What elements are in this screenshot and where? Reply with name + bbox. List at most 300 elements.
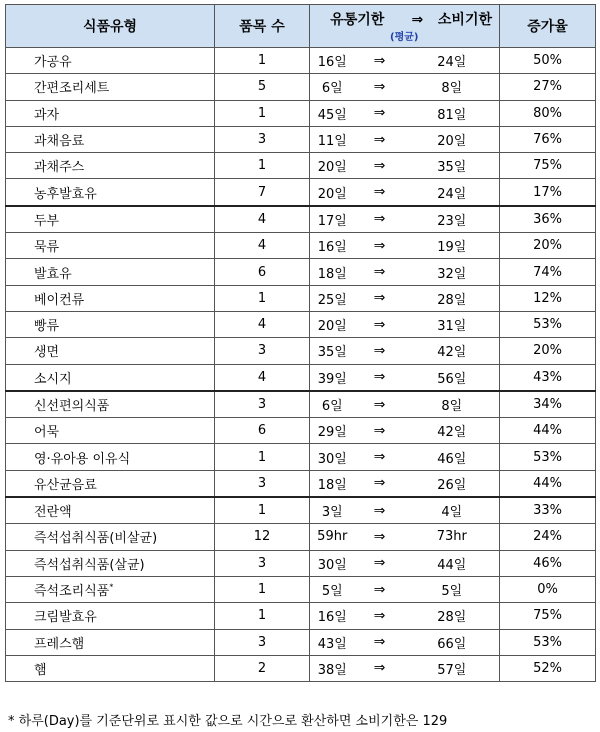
item-count-cell-text: 1 bbox=[257, 158, 267, 174]
increase-rate-cell-text: 34% bbox=[533, 397, 562, 412]
food-type-cell-text: 농후발효유 bbox=[34, 186, 97, 202]
arrow-cell-text: ⇒ bbox=[373, 105, 386, 122]
expiration-cell-text: 20일 bbox=[317, 186, 347, 202]
item-count-cell-text: 4 bbox=[257, 317, 267, 333]
table-row bbox=[6, 206, 596, 233]
increase-rate-cell bbox=[500, 550, 596, 576]
item-count-cell bbox=[215, 364, 310, 391]
increase-rate-cell-text: 17% bbox=[533, 184, 562, 200]
food-type-cell bbox=[6, 74, 215, 100]
increase-rate-cell-text: 74% bbox=[533, 264, 562, 280]
food-type-cell-text: 유산균음료 bbox=[34, 477, 97, 493]
header-use-by-label: 소비기한 bbox=[437, 12, 492, 28]
item-count-cell-text: 1 bbox=[257, 53, 267, 69]
use-by-cell-text: 81일 bbox=[437, 107, 467, 123]
arrow-cell-text: ⇒ bbox=[373, 264, 386, 281]
food-type-cell-text: 빵류 bbox=[34, 319, 60, 335]
expiration-cell-text: 25일 bbox=[317, 292, 347, 308]
food-type-cell bbox=[6, 126, 215, 152]
arrow-cell bbox=[355, 444, 405, 470]
food-type-cell-text: 묵류 bbox=[34, 240, 60, 256]
food-type-cell-text: 크림발효유 bbox=[34, 610, 97, 626]
arrow-cell-text: ⇒ bbox=[373, 157, 386, 174]
arrow-cell bbox=[355, 233, 405, 259]
expiration-cell-text: 35일 bbox=[317, 345, 347, 361]
food-type-cell bbox=[6, 48, 215, 74]
expiration-cell-text: 18일 bbox=[317, 477, 347, 493]
table-row bbox=[6, 74, 596, 100]
food-type-cell bbox=[6, 206, 215, 233]
arrow-cell bbox=[355, 576, 405, 602]
item-count-cell bbox=[215, 444, 310, 470]
table-row bbox=[6, 391, 596, 418]
item-count-cell-text: 3 bbox=[257, 397, 267, 412]
use-by-cell-text: 28일 bbox=[437, 610, 467, 626]
arrow-cell bbox=[355, 364, 405, 391]
food-type-cell-text: 가공유 bbox=[34, 55, 72, 71]
expiration-cell bbox=[310, 179, 355, 206]
use-by-cell bbox=[405, 206, 500, 233]
table-row bbox=[6, 524, 596, 550]
arrow-cell bbox=[355, 153, 405, 179]
arrow-cell bbox=[355, 497, 405, 524]
food-type-cell-text: 프레스햄 bbox=[34, 636, 85, 652]
food-type-cell bbox=[6, 444, 215, 470]
expiration-cell bbox=[310, 100, 355, 126]
arrow-cell bbox=[355, 418, 405, 444]
use-by-cell bbox=[405, 259, 500, 285]
expiration-cell bbox=[310, 48, 355, 74]
use-by-cell-text: 5일 bbox=[441, 584, 463, 600]
increase-rate-cell-text: 44% bbox=[533, 423, 562, 439]
food-type-cell-text: 즉석섭취식품(비살균) bbox=[34, 531, 158, 547]
use-by-cell-text: 26일 bbox=[437, 477, 467, 493]
shelf-life-table bbox=[5, 4, 596, 682]
use-by-cell bbox=[405, 576, 500, 602]
increase-rate-cell bbox=[500, 100, 596, 126]
use-by-cell bbox=[405, 48, 500, 74]
table-row bbox=[6, 603, 596, 629]
table-row bbox=[6, 444, 596, 470]
item-count-cell bbox=[215, 497, 310, 524]
arrow-cell-text: ⇒ bbox=[373, 369, 386, 386]
food-type-cell bbox=[6, 364, 215, 391]
table-row bbox=[6, 550, 596, 576]
item-count-cell bbox=[215, 233, 310, 259]
use-by-cell bbox=[405, 391, 500, 418]
use-by-cell bbox=[405, 338, 500, 364]
expiration-cell-text: 30일 bbox=[317, 557, 347, 573]
header-item-count: 품목 수 bbox=[215, 5, 310, 48]
expiration-cell-text: 11일 bbox=[317, 134, 347, 150]
arrow-cell-text: ⇒ bbox=[373, 211, 386, 228]
use-by-cell bbox=[405, 524, 500, 550]
expiration-cell bbox=[310, 338, 355, 364]
arrow-cell bbox=[355, 179, 405, 206]
expiration-cell-text: 38일 bbox=[317, 662, 347, 678]
arrow-cell bbox=[355, 470, 405, 497]
food-type-cell bbox=[6, 259, 215, 285]
use-by-cell bbox=[405, 153, 500, 179]
food-type-cell bbox=[6, 233, 215, 259]
use-by-cell bbox=[405, 418, 500, 444]
arrow-cell bbox=[355, 391, 405, 418]
use-by-cell bbox=[405, 126, 500, 152]
food-type-cell bbox=[6, 603, 215, 629]
arrow-cell-text: ⇒ bbox=[373, 422, 386, 439]
expiration-cell bbox=[310, 629, 355, 655]
use-by-cell-text: 56일 bbox=[437, 371, 467, 387]
food-type-cell-text: 신선편의식품 bbox=[34, 399, 110, 414]
item-count-cell-text: 2 bbox=[257, 660, 267, 676]
table-row bbox=[6, 100, 596, 126]
item-count-cell-text: 1 bbox=[257, 449, 267, 465]
expiration-cell bbox=[310, 418, 355, 444]
item-count-cell-text: 1 bbox=[257, 105, 267, 121]
food-type-cell-text: 즉석섭취식품(살균) bbox=[34, 557, 145, 573]
use-by-cell bbox=[405, 233, 500, 259]
header-arrow: ⇒ bbox=[411, 12, 424, 28]
arrow-cell bbox=[355, 100, 405, 126]
use-by-cell bbox=[405, 364, 500, 391]
increase-rate-cell-text: 0% bbox=[537, 582, 558, 598]
arrow-cell-text: ⇒ bbox=[373, 555, 386, 572]
food-type-cell bbox=[6, 629, 215, 655]
expiration-cell-text: 30일 bbox=[317, 451, 347, 467]
arrow-cell bbox=[355, 126, 405, 152]
increase-rate-cell bbox=[500, 285, 596, 311]
arrow-cell-text: ⇒ bbox=[373, 528, 386, 545]
increase-rate-cell bbox=[500, 655, 596, 681]
use-by-cell-text: 44일 bbox=[437, 557, 467, 573]
item-count-cell bbox=[215, 206, 310, 233]
food-type-cell-text: 두부 bbox=[34, 213, 60, 229]
expiration-cell bbox=[310, 444, 355, 470]
table-row bbox=[6, 179, 596, 206]
increase-rate-cell bbox=[500, 153, 596, 179]
item-count-cell bbox=[215, 550, 310, 576]
increase-rate-cell-text: 20% bbox=[533, 343, 562, 359]
item-count-cell bbox=[215, 391, 310, 418]
increase-rate-cell-text: 44% bbox=[533, 475, 562, 491]
expiration-cell bbox=[310, 550, 355, 576]
increase-rate-cell bbox=[500, 524, 596, 550]
expiration-cell-text: 39일 bbox=[317, 371, 347, 387]
use-by-cell bbox=[405, 444, 500, 470]
arrow-cell bbox=[355, 629, 405, 655]
increase-rate-cell-text: 52% bbox=[533, 660, 562, 676]
table-row bbox=[6, 259, 596, 285]
item-count-cell bbox=[215, 100, 310, 126]
item-count-cell-text: 5 bbox=[257, 79, 267, 95]
use-by-cell-text: 35일 bbox=[437, 160, 467, 176]
arrow-cell-text: ⇒ bbox=[373, 634, 386, 651]
item-count-cell bbox=[215, 153, 310, 179]
expiration-cell-text: 43일 bbox=[317, 636, 347, 652]
expiration-cell-text: 20일 bbox=[317, 319, 347, 335]
header-increase-rate: 증가율 bbox=[500, 5, 596, 48]
use-by-cell-text: 28일 bbox=[437, 292, 467, 308]
expiration-cell bbox=[310, 391, 355, 418]
use-by-cell bbox=[405, 497, 500, 524]
expiration-cell bbox=[310, 470, 355, 497]
food-type-cell-text: 즉석조리식품 bbox=[34, 584, 110, 600]
increase-rate-cell bbox=[500, 338, 596, 364]
expiration-cell-text: 29일 bbox=[317, 425, 347, 441]
item-count-cell-text: 3 bbox=[257, 634, 267, 650]
arrow-cell-text: ⇒ bbox=[373, 78, 386, 95]
use-by-cell bbox=[405, 629, 500, 655]
increase-rate-cell bbox=[500, 444, 596, 470]
increase-rate-cell bbox=[500, 311, 596, 337]
item-count-cell-text: 3 bbox=[257, 132, 267, 148]
use-by-cell-text: 42일 bbox=[437, 345, 467, 361]
increase-rate-cell bbox=[500, 206, 596, 233]
expiration-cell bbox=[310, 259, 355, 285]
item-count-cell bbox=[215, 259, 310, 285]
table-row bbox=[6, 576, 596, 602]
increase-rate-cell-text: 53% bbox=[533, 449, 562, 465]
table-row bbox=[6, 497, 596, 524]
expiration-cell bbox=[310, 311, 355, 337]
table-row bbox=[6, 418, 596, 444]
item-count-cell bbox=[215, 629, 310, 655]
use-by-cell bbox=[405, 179, 500, 206]
increase-rate-cell bbox=[500, 259, 596, 285]
item-count-cell bbox=[215, 576, 310, 602]
item-count-cell-text: 4 bbox=[257, 369, 267, 385]
food-type-cell-text: 어묵 bbox=[34, 425, 60, 441]
increase-rate-cell-text: 53% bbox=[533, 634, 562, 650]
expiration-cell bbox=[310, 126, 355, 152]
item-count-cell bbox=[215, 418, 310, 444]
table-row bbox=[6, 629, 596, 655]
item-count-cell bbox=[215, 126, 310, 152]
expiration-cell bbox=[310, 603, 355, 629]
arrow-cell-text: ⇒ bbox=[373, 237, 386, 254]
use-by-cell-text: 8일 bbox=[441, 399, 463, 414]
increase-rate-cell-text: 43% bbox=[533, 369, 562, 385]
expiration-cell-text: 18일 bbox=[317, 266, 347, 282]
table-row bbox=[6, 655, 596, 681]
food-type-cell-text: 과채주스 bbox=[34, 160, 85, 176]
use-by-cell-text: 31일 bbox=[437, 319, 467, 335]
use-by-cell-text: 73hr bbox=[436, 529, 467, 545]
expiration-cell-text: 17일 bbox=[317, 213, 347, 229]
food-type-cell bbox=[6, 285, 215, 311]
increase-rate-cell-text: 53% bbox=[533, 317, 562, 333]
food-type-cell-text: 간편조리세트 bbox=[34, 81, 110, 97]
increase-rate-cell-text: 12% bbox=[533, 290, 562, 306]
use-by-cell-text: 20일 bbox=[437, 134, 467, 150]
increase-rate-cell bbox=[500, 576, 596, 602]
arrow-cell-text: ⇒ bbox=[373, 660, 386, 677]
expiration-cell bbox=[310, 576, 355, 602]
arrow-cell bbox=[355, 524, 405, 550]
expiration-cell-text: 16일 bbox=[317, 240, 347, 256]
food-type-cell-text: 전란액 bbox=[34, 505, 72, 521]
food-type-cell bbox=[6, 418, 215, 444]
item-count-cell-text: 3 bbox=[257, 475, 267, 491]
arrow-cell bbox=[355, 311, 405, 337]
table-header-row bbox=[6, 5, 596, 48]
use-by-cell bbox=[405, 603, 500, 629]
use-by-cell-text: 19일 bbox=[437, 240, 467, 256]
arrow-cell-text: ⇒ bbox=[373, 607, 386, 624]
increase-rate-cell-text: 36% bbox=[533, 211, 562, 227]
item-count-cell bbox=[215, 74, 310, 100]
arrow-cell-text: ⇒ bbox=[373, 184, 386, 201]
food-type-cell bbox=[6, 497, 215, 524]
table-row bbox=[6, 153, 596, 179]
use-by-cell bbox=[405, 655, 500, 681]
item-count-cell-text: 12 bbox=[253, 529, 271, 545]
use-by-cell bbox=[405, 285, 500, 311]
increase-rate-cell-text: 50% bbox=[533, 53, 562, 69]
increase-rate-cell bbox=[500, 364, 596, 391]
table-row bbox=[6, 233, 596, 259]
table-row bbox=[6, 364, 596, 391]
header-average-note: (평균) bbox=[390, 32, 419, 43]
increase-rate-cell-text: 76% bbox=[533, 132, 562, 148]
use-by-cell bbox=[405, 311, 500, 337]
use-by-cell bbox=[405, 470, 500, 497]
item-count-cell bbox=[215, 179, 310, 206]
food-type-cell-text: 소시지 bbox=[34, 371, 72, 387]
item-count-cell-text: 6 bbox=[257, 264, 267, 280]
item-count-cell bbox=[215, 285, 310, 311]
expiration-cell bbox=[310, 655, 355, 681]
increase-rate-cell bbox=[500, 603, 596, 629]
arrow-cell-text: ⇒ bbox=[373, 581, 386, 598]
expiration-cell bbox=[310, 74, 355, 100]
increase-rate-cell bbox=[500, 470, 596, 497]
table-row bbox=[6, 470, 596, 497]
use-by-cell-text: 46일 bbox=[437, 451, 467, 467]
food-type-cell bbox=[6, 524, 215, 550]
increase-rate-cell bbox=[500, 48, 596, 74]
increase-rate-cell bbox=[500, 179, 596, 206]
food-type-cell bbox=[6, 311, 215, 337]
arrow-cell bbox=[355, 550, 405, 576]
arrow-cell bbox=[355, 655, 405, 681]
arrow-cell-text: ⇒ bbox=[373, 475, 386, 492]
food-type-cell bbox=[6, 576, 215, 602]
increase-rate-cell bbox=[500, 74, 596, 100]
increase-rate-cell bbox=[500, 497, 596, 524]
header-use-by-date bbox=[405, 5, 500, 48]
expiration-cell bbox=[310, 206, 355, 233]
arrow-cell-text: ⇒ bbox=[373, 131, 386, 148]
expiration-cell bbox=[310, 364, 355, 391]
use-by-cell-text: 8일 bbox=[441, 81, 463, 97]
use-by-cell-text: 24일 bbox=[437, 186, 467, 202]
item-count-cell bbox=[215, 338, 310, 364]
expiration-cell bbox=[310, 233, 355, 259]
table-row bbox=[6, 126, 596, 152]
arrow-cell-text: ⇒ bbox=[373, 290, 386, 307]
food-type-cell bbox=[6, 550, 215, 576]
expiration-cell bbox=[310, 153, 355, 179]
footnote-mark: * bbox=[109, 582, 114, 592]
item-count-cell bbox=[215, 655, 310, 681]
increase-rate-cell-text: 27% bbox=[533, 79, 562, 95]
item-count-cell-text: 1 bbox=[257, 608, 267, 624]
item-count-cell-text: 6 bbox=[257, 423, 267, 439]
expiration-cell-text: 45일 bbox=[317, 107, 347, 123]
increase-rate-cell bbox=[500, 418, 596, 444]
table-row bbox=[6, 285, 596, 311]
item-count-cell bbox=[215, 470, 310, 497]
arrow-cell-text: ⇒ bbox=[373, 449, 386, 466]
increase-rate-cell bbox=[500, 233, 596, 259]
arrow-cell bbox=[355, 603, 405, 629]
arrow-cell bbox=[355, 48, 405, 74]
expiration-cell-text: 59hr bbox=[317, 529, 348, 545]
food-type-cell bbox=[6, 338, 215, 364]
item-count-cell-text: 7 bbox=[257, 184, 267, 200]
food-type-cell-text: 발효유 bbox=[34, 266, 72, 282]
expiration-cell-text: 16일 bbox=[317, 55, 347, 71]
expiration-cell-text: 6일 bbox=[321, 399, 343, 414]
header-expiration-date: 유통기한 bbox=[310, 5, 405, 48]
food-type-cell bbox=[6, 153, 215, 179]
arrow-cell bbox=[355, 206, 405, 233]
use-by-cell bbox=[405, 550, 500, 576]
item-count-cell-text: 3 bbox=[257, 555, 267, 571]
increase-rate-cell bbox=[500, 391, 596, 418]
food-type-cell-text: 과채음료 bbox=[34, 134, 85, 150]
item-count-cell-text: 4 bbox=[257, 211, 267, 227]
food-type-cell bbox=[6, 655, 215, 681]
item-count-cell bbox=[215, 48, 310, 74]
arrow-cell-text: ⇒ bbox=[373, 316, 386, 333]
expiration-cell-text: 6일 bbox=[321, 81, 343, 97]
expiration-cell bbox=[310, 524, 355, 550]
increase-rate-cell-text: 46% bbox=[533, 555, 562, 571]
use-by-cell-text: 57일 bbox=[437, 662, 467, 678]
table-row bbox=[6, 338, 596, 364]
food-type-cell-text: 햄 bbox=[34, 662, 47, 678]
expiration-cell-text: 16일 bbox=[317, 610, 347, 626]
food-type-cell bbox=[6, 391, 215, 418]
expiration-cell-text: 5일 bbox=[321, 584, 343, 600]
header-food-type: 식품유형 bbox=[6, 5, 215, 48]
arrow-cell-text: ⇒ bbox=[373, 52, 386, 69]
table-row bbox=[6, 48, 596, 74]
expiration-cell-text: 3일 bbox=[321, 505, 343, 521]
food-type-cell-text: 영·유아용 이유식 bbox=[34, 451, 131, 467]
increase-rate-cell-text: 33% bbox=[533, 503, 562, 519]
item-count-cell bbox=[215, 311, 310, 337]
increase-rate-cell bbox=[500, 126, 596, 152]
use-by-cell bbox=[405, 100, 500, 126]
item-count-cell bbox=[215, 524, 310, 550]
footnote: * 하루(Day)를 기준단위로 표시한 값으로 시간으로 환산하면 소비기한은 129 bbox=[8, 714, 448, 729]
table-row bbox=[6, 311, 596, 337]
food-type-cell bbox=[6, 100, 215, 126]
increase-rate-cell bbox=[500, 629, 596, 655]
item-count-cell-text: 1 bbox=[257, 582, 267, 598]
item-count-cell-text: 3 bbox=[257, 343, 267, 359]
expiration-cell-text: 20일 bbox=[317, 160, 347, 176]
arrow-cell bbox=[355, 285, 405, 311]
item-count-cell bbox=[215, 603, 310, 629]
food-type-cell-text: 베이컨류 bbox=[34, 292, 85, 308]
item-count-cell-text: 4 bbox=[257, 238, 267, 254]
food-type-cell-text: 과자 bbox=[34, 107, 60, 123]
use-by-cell bbox=[405, 74, 500, 100]
